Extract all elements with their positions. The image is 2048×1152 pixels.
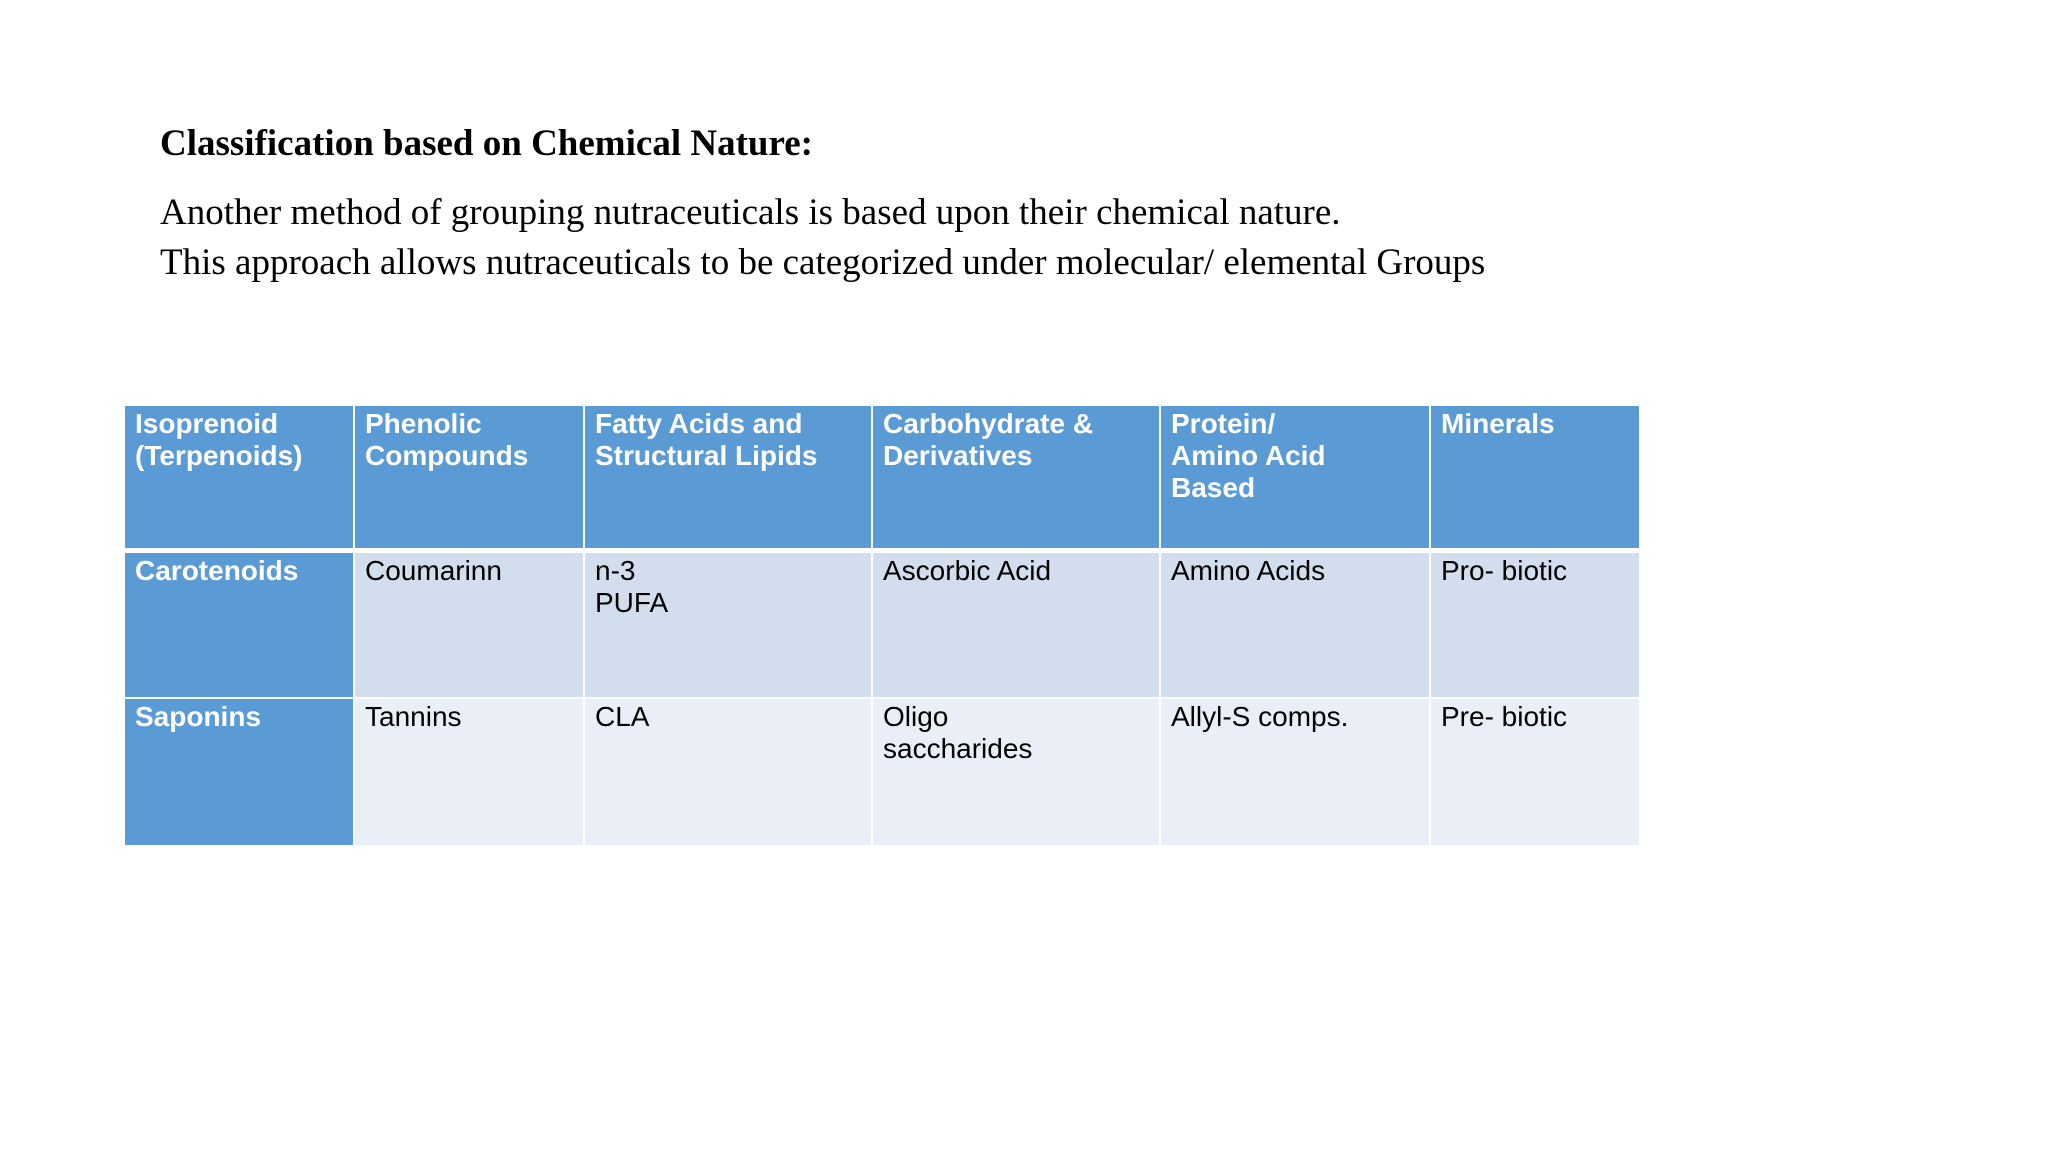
cell-text: Amino Acids <box>1171 554 1326 586</box>
slide-title: Classification based on Chemical Nature: <box>160 123 813 164</box>
table-cell <box>872 550 1160 698</box>
header-cell-protein <box>1160 405 1430 550</box>
header-text: Carbohydrate & <box>883 408 1094 439</box>
header-text: Derivatives <box>883 440 1033 471</box>
header-text: Minerals <box>1441 408 1555 439</box>
cell-text: CLA <box>595 701 650 732</box>
table-row <box>124 550 1640 698</box>
table-row <box>124 698 1640 846</box>
header-text: Isoprenoid <box>135 408 279 439</box>
table-cell <box>124 550 354 698</box>
cell-text: Coumarinn <box>365 554 502 586</box>
table-cell <box>1160 698 1430 846</box>
cell-text: Saponins <box>135 701 262 732</box>
table-cell <box>1160 550 1430 698</box>
cell-text: PUFA <box>595 586 669 618</box>
header-text: Protein/ <box>1171 408 1276 439</box>
header-text: Fatty Acids and <box>595 408 803 439</box>
table-cell <box>584 550 872 698</box>
header-text: Amino Acid <box>1171 440 1326 471</box>
header-text: Phenolic <box>365 408 482 439</box>
header-cell-fatty-acids <box>584 405 872 550</box>
header-text: Compounds <box>365 440 529 471</box>
classification-table <box>123 404 1641 847</box>
table-cell <box>354 698 584 846</box>
table-cell <box>1430 698 1640 846</box>
cell-text: Carotenoids <box>135 554 299 586</box>
table-header-row <box>124 405 1640 550</box>
cell-text: Tannins <box>365 701 462 732</box>
table-cell <box>124 698 354 846</box>
cell-text: Pre- biotic <box>1441 701 1568 732</box>
header-cell-minerals <box>1430 405 1640 550</box>
header-text: Structural Lipids <box>595 440 818 471</box>
header-cell-phenolic <box>354 405 584 550</box>
header-text: Based <box>1171 472 1256 503</box>
header-cell-carbohydrate <box>872 405 1160 550</box>
header-text: (Terpenoids) <box>135 440 303 471</box>
table-cell <box>584 698 872 846</box>
body-line: Another method of grouping nutraceuticals is based upon their chemical nature. <box>160 192 1341 233</box>
cell-text: n-3 <box>595 554 636 586</box>
cell-text: saccharides <box>883 733 1033 764</box>
table-cell <box>1430 550 1640 698</box>
cell-text: Oligo <box>883 701 949 732</box>
table-cell <box>872 698 1160 846</box>
cell-text: Pro- biotic <box>1441 554 1568 586</box>
body-line: This approach allows nutraceuticals to be categorized under molecular/ elemental Groups <box>160 242 1486 283</box>
slide-body-text <box>160 188 1485 288</box>
cell-text: Ascorbic Acid <box>883 554 1052 586</box>
cell-text: Allyl-S comps. <box>1171 701 1349 732</box>
table-cell <box>354 550 584 698</box>
header-cell-isoprenoid <box>124 405 354 550</box>
